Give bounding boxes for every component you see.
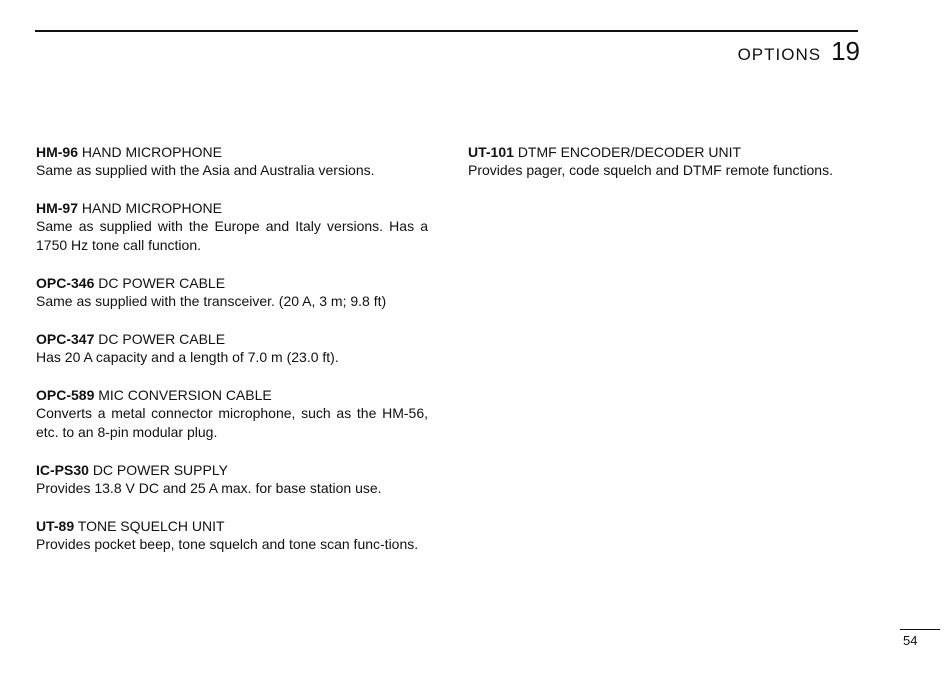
- option-description: Provides 13.8 V DC and 25 A max. for base station use.: [36, 480, 382, 496]
- option-entry: [468, 143, 868, 180]
- left-column: [36, 143, 428, 573]
- option-entry: [36, 199, 428, 255]
- option-code: IC-PS30: [36, 462, 89, 478]
- footer-rule: [900, 629, 940, 630]
- option-name: HAND MICROPHONE: [81, 200, 222, 216]
- option-description: Same as supplied with the Europe and Italy versions. Has a 1750 Hz tone call function.: [36, 218, 428, 253]
- option-name: MIC CONVERSION CABLE: [98, 387, 272, 403]
- header-rule: [35, 30, 858, 32]
- option-code: OPC-589: [36, 387, 95, 403]
- section-header: [738, 36, 860, 67]
- right-column: [468, 143, 868, 199]
- option-description: Converts a metal connector microphone, such as the HM-56, etc. to an 8-pin modular plug.: [36, 405, 428, 440]
- option-description: Same as supplied with the transceiver. (20 A, 3 m; 9.8 ft): [36, 293, 387, 309]
- option-title: [468, 143, 868, 161]
- option-name: DC POWER CABLE: [98, 331, 226, 347]
- option-name: DC POWER CABLE: [98, 275, 226, 291]
- option-title: [36, 461, 428, 479]
- option-title: [36, 330, 428, 348]
- option-title: [36, 199, 428, 217]
- option-description: Provides pocket beep, tone squelch and tone scan func-tions.: [36, 536, 419, 552]
- section-number: 19: [831, 36, 860, 66]
- option-title: [36, 143, 428, 161]
- option-entry: [36, 461, 428, 498]
- option-description: Same as supplied with the Asia and Australia versions.: [36, 162, 375, 178]
- option-description: Provides pager, code squelch and DTMF remote functions.: [468, 162, 833, 178]
- option-entry: [36, 274, 428, 311]
- option-title: [36, 386, 428, 404]
- section-name: OPTIONS: [737, 45, 822, 64]
- option-code: HM-97: [36, 200, 79, 216]
- option-code: HM-96: [36, 144, 79, 160]
- option-code: UT-101: [468, 144, 514, 160]
- option-title: [36, 517, 428, 535]
- option-name: TONE SQUELCH UNIT: [77, 518, 225, 534]
- option-title: [36, 274, 428, 292]
- option-code: OPC-347: [36, 331, 95, 347]
- option-entry: [36, 517, 428, 554]
- option-name: DC POWER SUPPLY: [92, 462, 228, 478]
- page-number: 54: [903, 633, 918, 648]
- option-entry: [36, 143, 428, 180]
- option-code: OPC-346: [36, 275, 95, 291]
- option-code: UT-89: [36, 518, 75, 534]
- option-name: HAND MICROPHONE: [81, 144, 222, 160]
- option-name: DTMF ENCODER/DECODER UNIT: [517, 144, 742, 160]
- option-entry: [36, 386, 428, 442]
- option-description: Has 20 A capacity and a length of 7.0 m (23.0 ft).: [36, 349, 339, 365]
- option-entry: [36, 330, 428, 367]
